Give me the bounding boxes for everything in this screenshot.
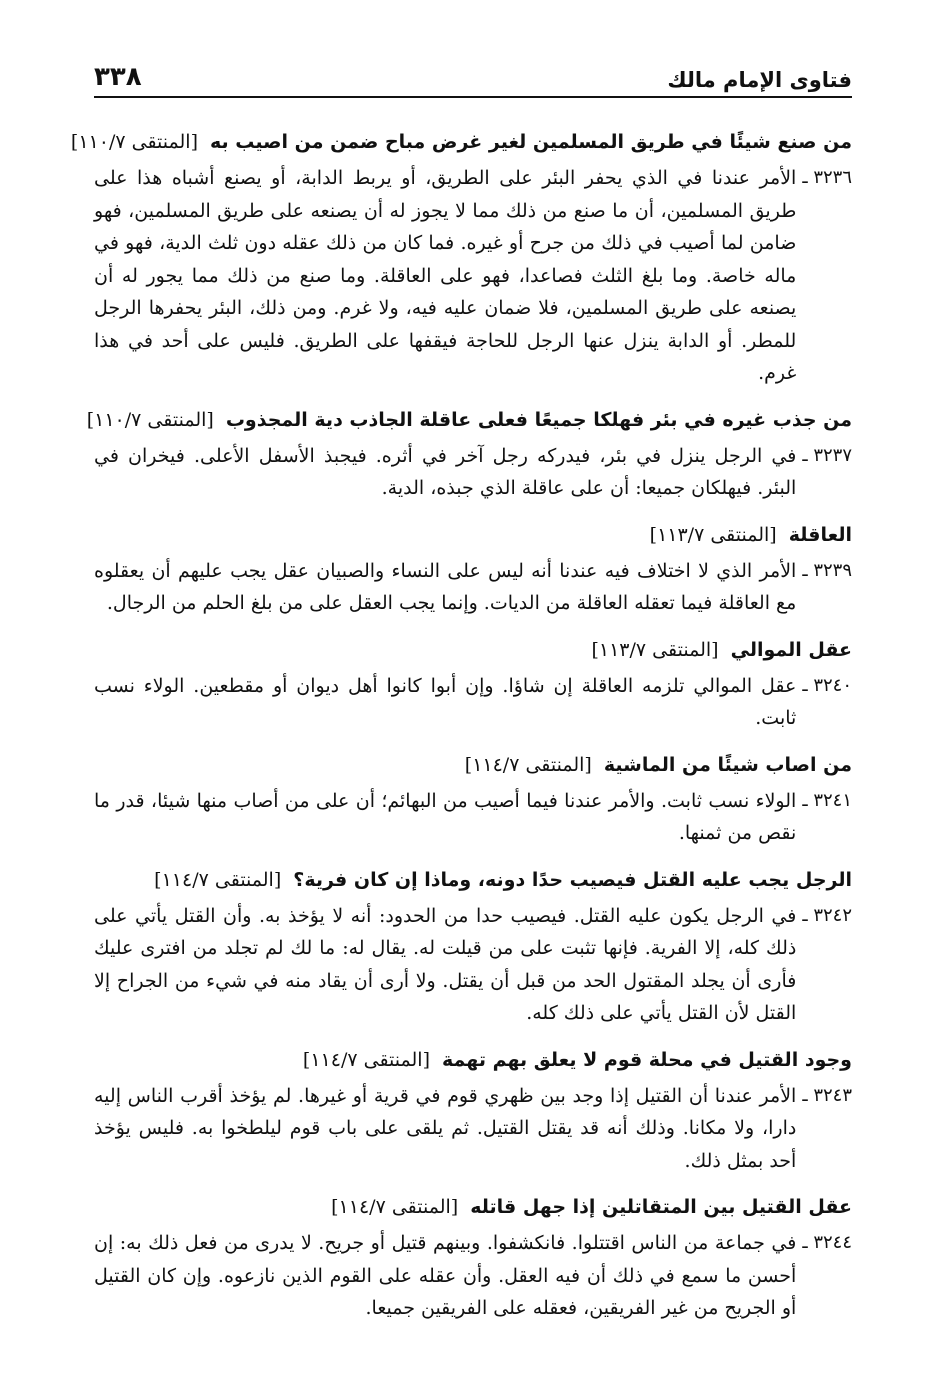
source-reference: [المنتقى ١١٤/٧] — [331, 1196, 459, 1218]
book-title: فتاوى الإمام مالك — [667, 68, 852, 92]
section — [94, 634, 852, 735]
section-heading — [94, 1191, 852, 1223]
section — [94, 519, 852, 620]
section — [94, 749, 852, 850]
entry-number: ٣٢٤٣ ـ — [802, 1084, 852, 1106]
heading-text: عقل الموالي — [730, 638, 852, 661]
entry-number: ٣٢٤٢ ـ — [802, 904, 852, 926]
section-heading — [94, 1044, 852, 1076]
fatwa-entry — [94, 555, 852, 620]
entry-text: الأمر عندنا في الذي يحفر البئر على الطريق، أو يربط الدابة، أو يصنع أشباه هذا على طريق المسلمين، أن ما صنع من ذلك مما لا يجوز له أن يصنعه على طريق المسلمين، فهو ضامن لما أصيب في ذلك من جرح أو غيره. فما كان من ذلك عقله دون ثلث الدية، فهو في ماله خاصة. وما بلغ الثلث فصاعدا، فهو على العاقلة. وما صنع من ذلك مما يجور له أن يصنعه على طريق المسلمين، فلا ضمان عليه فيه، ولا غرم. ومن ذلك، البئر يحفرها الرجل للمطر. أو الدابة ينزل عنها الرجل للحاجة فيقفها على الطريق. فليس على أحد في هذا غرم. — [94, 167, 797, 384]
section — [86, 404, 852, 505]
source-reference: [المنتقى ١١٤/٧] — [302, 1048, 430, 1071]
section-heading — [86, 404, 852, 436]
page-header — [94, 52, 852, 98]
section — [94, 864, 852, 1030]
heading-text: العاقلة — [788, 523, 852, 546]
section-heading — [94, 864, 852, 896]
section-heading — [94, 519, 852, 551]
section-heading — [70, 126, 852, 158]
entry-number: ٣٢٣٩ ـ — [802, 559, 852, 581]
entry-text: في الرجل يكون عليه القتل. فيصيب حدا من الحدود: أنه لا يؤخذ به. وأن القتل يأتي على ذلك كله، إلا الفرية. فإنها تثبت على من قيلت له. يقال له: ما لك لم تجلد من افترى عليك فأرى أن يجلد المقتول الحد من قبل أن يقتل. ولا أرى أن يقاد منه في شيء من الجراح إلا القتل لأن القتل يأتي على ذلك كله. — [94, 904, 797, 1024]
entry-text: الأمر عندنا أن القتيل إذا وجد بين ظهري قوم في قرية أو غيرها. لم يؤخذ أقرب الناس إليه دارا، ولا مكانا. وذلك أنه قد يقتل القتيل. ثم يلقى على باب قوم ليلطخوا به. فليس يؤخذ أحد بمثل ذلك. — [94, 1084, 797, 1172]
source-reference: [المنتقى ١١٠/٧] — [70, 131, 198, 153]
section — [94, 1191, 852, 1325]
heading-text: من جذب غيره في بئر فهلكا جميعًا فعلى عاقلة الجاذب دية المجذوب — [225, 408, 852, 431]
section-heading — [94, 749, 852, 781]
entry-number: ٣٢٣٦ ـ — [802, 167, 852, 188]
entry-number: ٣٢٤٤ ـ — [802, 1232, 852, 1253]
fatwa-entry — [94, 670, 852, 735]
entry-number: ٣٢٣٧ ـ — [802, 444, 852, 466]
source-reference: [المنتقى ١١٠/٧] — [86, 408, 214, 431]
entry-number: ٣٢٤٠ ـ — [802, 674, 852, 696]
source-reference: [المنتقى ١١٣/٧] — [591, 638, 719, 661]
entry-text: الأمر الذي لا اختلاف فيه عندنا أنه ليس على النساء والصبيان عقل يجب عليهم أن يعقلوه مع العاقلة فيما تعقله العاقلة من الديات. وإنما يجب العقل على من بلغ الحلم من الرجال. — [94, 559, 797, 614]
heading-text: من اصاب شيئًا من الماشية — [603, 753, 852, 776]
page-content — [70, 126, 852, 1325]
entry-number: ٣٢٤١ ـ — [802, 789, 852, 811]
section — [70, 126, 852, 390]
heading-text: وجود القتيل في محلة قوم لا يعلق بهم تهمة — [442, 1048, 852, 1071]
source-reference: [المنتقى ١١٤/٧] — [154, 868, 282, 891]
heading-text: الرجل يجب عليه القتل فيصيب حدًا دونه، وماذا إن كان فرية؟ — [293, 868, 852, 891]
fatwa-entry — [94, 162, 852, 390]
fatwa-entry — [94, 1080, 852, 1178]
entry-text: الولاء نسب ثابت. والأمر عندنا فيما أصيب من البهائم؛ أن على من أصاب منها شيئا، قدر ما نقص من ثمنها. — [94, 789, 797, 844]
source-reference: [المنتقى ١١٣/٧] — [649, 523, 777, 546]
source-reference: [المنتقى ١١٤/٧] — [464, 753, 592, 776]
page-number: ٣٣٨ — [94, 62, 142, 92]
entry-text: في الرجل ينزل في بئر، فيدركه رجل آخر في أثره. فيجبذ الأسفل الأعلى. فيخران في البئر. فيهلكان جميعا: أن على عاقلة الذي جبذه، الدية. — [94, 444, 797, 499]
entry-text: عقل الموالي تلزمه العاقلة إن شاؤا. وإن أبوا كانوا أهل ديوان أو مقطعين. الولاء نسب ثابت. — [94, 674, 797, 729]
section — [94, 1044, 852, 1178]
heading-text: عقل القتيل بين المتقاتلين إذا جهل قاتله — [470, 1196, 852, 1218]
heading-text: من صنع شيئًا في طريق المسلمين لغير غرض مباح ضمن من اصيب به — [210, 131, 852, 153]
fatwa-entry — [94, 440, 852, 505]
section-heading — [94, 634, 852, 666]
fatwa-entry — [94, 1227, 852, 1325]
entry-text: في جماعة من الناس اقتتلوا. فانكشفوا. وبينهم قتيل أو جريح. لا يدرى من فعل ذلك به: إن أحسن ما سمع في ذلك أن فيه العقل. وأن عقله على القوم الذين نازعوه. وإن كان القتيل أو الجريح من غير الفريقين، فعقله على الفريقين جميعا. — [94, 1232, 797, 1319]
fatwa-entry — [94, 900, 852, 1030]
fatwa-entry — [94, 785, 852, 850]
